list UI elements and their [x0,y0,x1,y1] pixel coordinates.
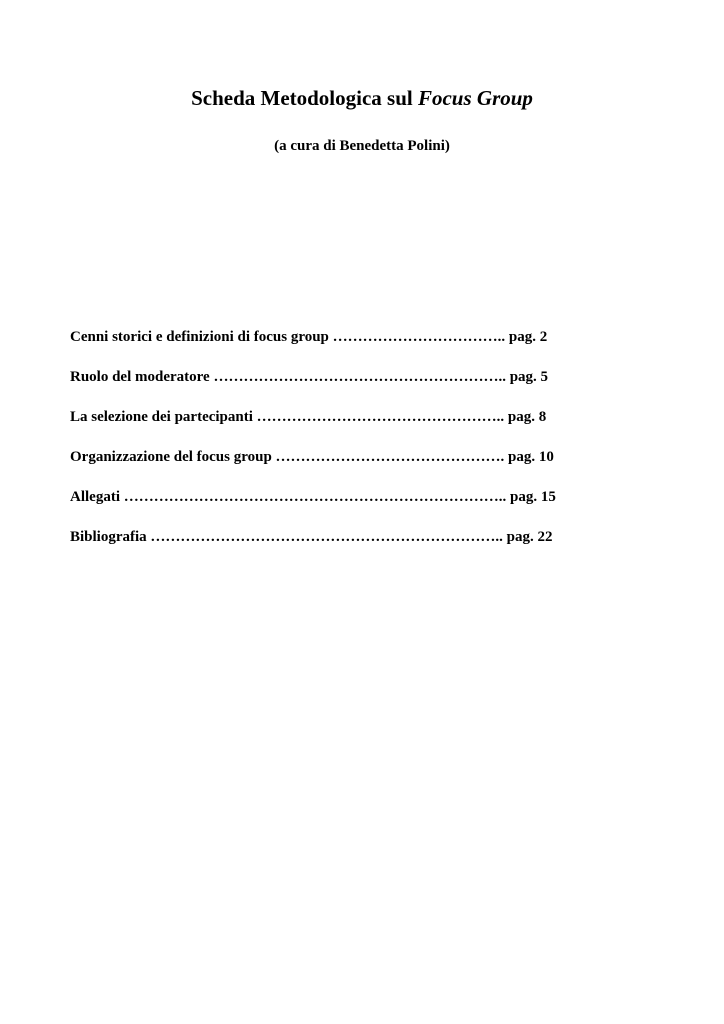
title-main-text: Scheda Metodologica sul [191,86,418,110]
toc-entry-label: La selezione dei partecipanti [70,409,253,425]
toc-entry-page: pag. 22 [506,529,553,545]
toc-entry-selezione-partecipanti [70,408,650,448]
toc-entry-page: pag. 10 [508,449,554,465]
toc-entry-label: Cenni storici e definizioni di focus group [70,329,329,345]
toc-entry-bibliografia [70,528,650,568]
toc-entry-page: pag. 15 [510,489,556,505]
toc-entry-page: pag. 8 [507,409,547,425]
toc-entry-page: pag. 2 [508,329,548,345]
toc-entry-leader: ………………………………………………………………….. [123,489,507,505]
page-subtitle: (a cura di Benedetta Polini) [274,138,450,154]
toc-entry-allegati [70,488,650,528]
toc-entry-leader: …………………………………………………………….. [150,529,503,545]
toc-entry-leader: …………………………….. [332,329,506,345]
toc-entry-leader: ………………………………………. [275,449,505,465]
toc-entry-label: Bibliografia [70,529,147,545]
toc-entry-page: pag. 5 [509,369,549,385]
toc-entry-label: Organizzazione del focus group [70,449,272,465]
page-title [0,86,724,111]
toc-entry-leader: ………………………………………………….. [213,369,506,385]
toc-entry-label: Ruolo del moderatore [70,369,210,385]
toc-entry-cenni-storici [70,328,650,368]
toc-entry-organizzazione [70,448,650,488]
table-of-contents [70,328,650,568]
toc-entry-ruolo-moderatore [70,368,650,408]
toc-entry-leader: ………………………………………….. [256,409,505,425]
toc-entry-label: Allegati [70,489,120,505]
title-italic-text: Focus Group [417,86,533,110]
